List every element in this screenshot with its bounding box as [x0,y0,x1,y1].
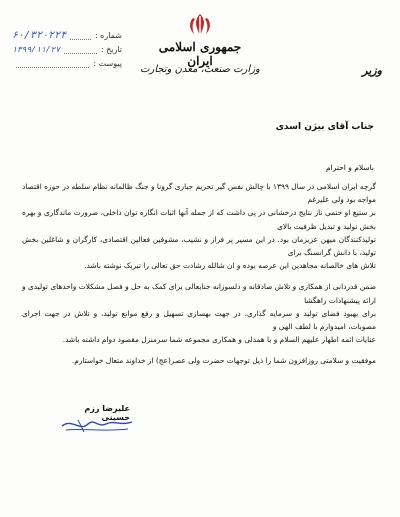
ref-date-value: ۱۳۹۹/۱۱/۲۷ [12,44,61,54]
body-line: گرچه ایران اسلامی در سال ۱۳۹۹ با چالش نفس گیر تحریم جباری گرونا و جنگ ظالمانه نظام سلطه در حوزه اقتصاد مواجه بود ولی علیرغم [22,182,376,205]
body-line: برای بهبود فضای تولید و سرمایه گذاری، در جهت بهسازی تسهیل و رفع موانع تولید، و تلاش در جهت اجرای مصوبات، امیدوارم با لطف الهی و [22,308,376,332]
ref-number-line [70,31,91,40]
minister-office: وزیر [362,64,382,77]
government-title: جمهوری اسلامی ایران [158,40,242,68]
ref-date-line [64,45,97,54]
ref-date-label: تاریخ : [100,44,122,54]
ministry-title: وزارت صنعت، معدن وتجارت [140,64,260,75]
letter-body [22,180,376,376]
addressee: جناب آقای بیژن اسدی [275,122,374,132]
ref-number-value: ۶۰/۳۲۰۲۲۴ [12,29,67,41]
signatory-name: علیرضا رزم حسینی [84,404,130,422]
body-line: موفقیت و سلامتی روزافزون شما را ذیل توجهات حضرت ولی عصر(عج) از خداوند متعال خواستارم. [71,356,376,366]
ref-attachment-label: پیوست : [93,58,122,68]
ref-attachment-line [16,59,89,68]
emblem-icon [185,12,215,38]
body-line: بر ستیغ او حتمی ناز نتایج درخشانی در پی داشت که از جمله آنها اثبات انگاره توان داخلی، ضرورت ماندگاری و بهره بخش تولید و تبدیل ظرفیت بالای [22,208,376,231]
body-line: عنایات ائمه اطهار علیهم السلام و با همدلی و همکاری مجموعه شما سرمنزل مقصود دوام داشته باشد. [62,335,376,345]
reference-block [12,28,122,70]
body-line: تولیدکنندگان میهن عزیزمان بود. در این مسیر پر فراز و نشیب، مشوقین فعالین اقتصادی، کارگران و شاغلین بخش تولید، با دانش گرانسنگ برای [22,234,376,258]
body-line: ضمن قدردانی از همکاری و تلاش صادقانه و دلسوزانه جنابعالی برای کمک به حل و فصل مشکلات واحدهای تولیدی و ارائه پیشنهادات راهگشا [22,282,376,305]
ref-attachment-row [12,56,122,70]
ref-number-row [12,28,122,42]
ref-number-label: شماره : [94,30,122,40]
signature-icon [58,410,136,436]
paragraph-2 [22,280,376,346]
paragraph-3 [22,354,376,367]
greeting: باسلام و احترام [325,163,374,172]
ref-date-row [12,42,122,56]
paragraph-1 [22,180,376,272]
body-line: تلاش های خالصانه مجاهدین این عرصه بوده و ان شالله رشادت حق تعالی را تبریک نوشته باشد. [84,261,376,271]
